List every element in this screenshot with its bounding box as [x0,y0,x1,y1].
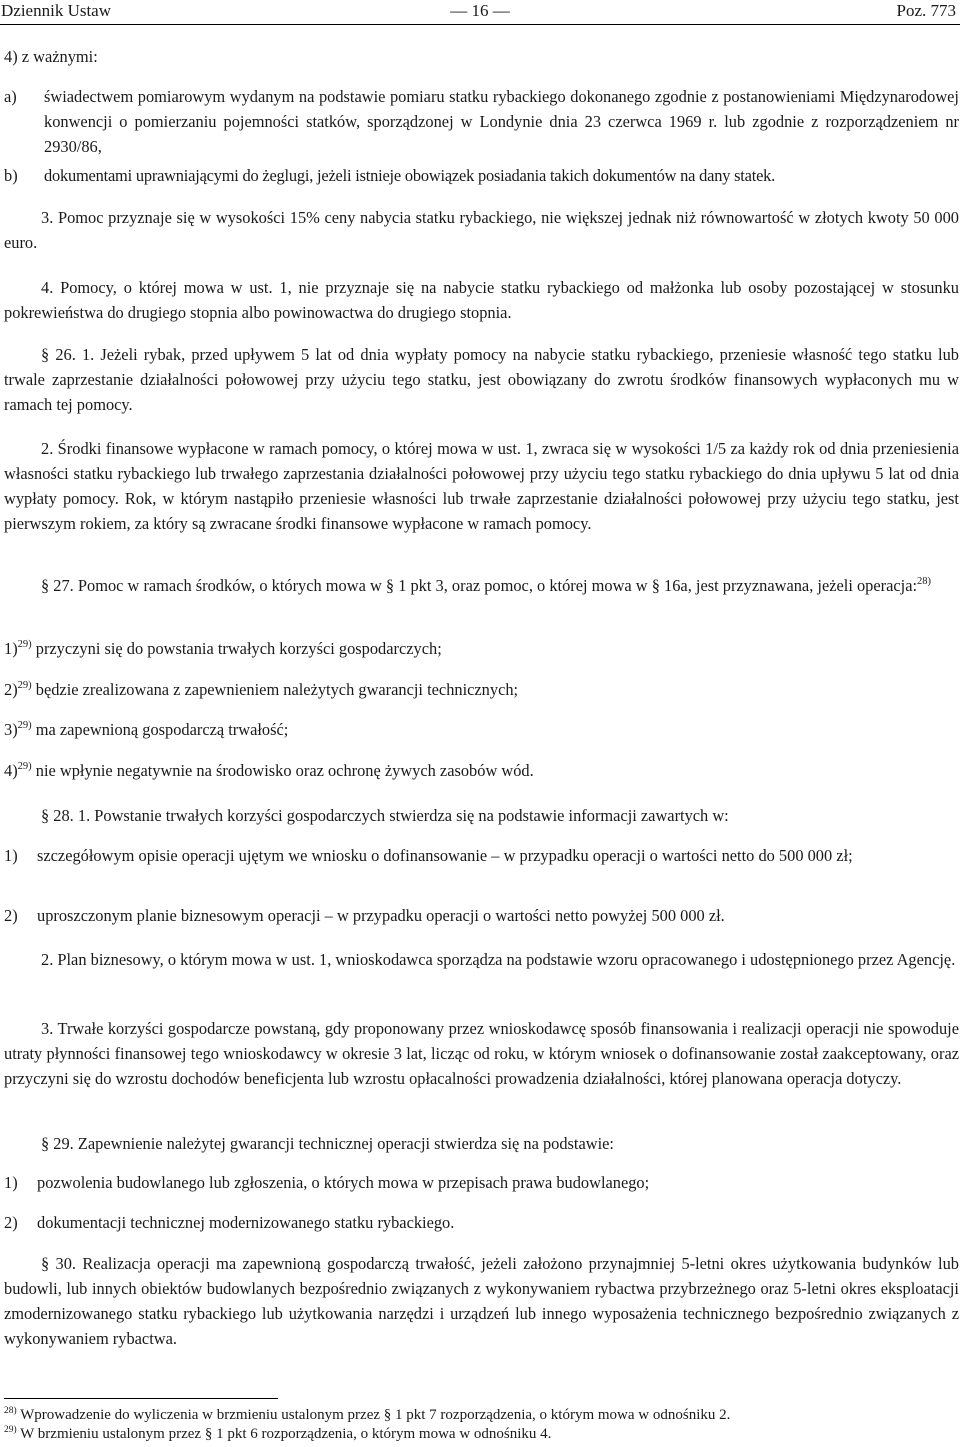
section-28-item-2-number: 2) [4,906,18,925]
item-number: 3) [4,720,18,739]
paragraph-3: 3. Pomoc przyznaje się w wysokości 15% ceny nabycia statku rybackiego, nie większej jednak niż równowartość w złotych kwoty 50 000 euro. [4,208,959,252]
footnote-separator [4,1398,278,1399]
footnote-ref-29: 29) [17,761,32,772]
item-4a-label: a) [4,87,17,106]
footnote-28 [4,1405,959,1425]
footnote-text: Wprowadzenie do wyliczenia w brzmieniu ustalonym przez § 1 pkt 7 rozporządzenia, o którym mowa w odnośniku 2. [16,1407,731,1423]
section-27-item-2 [4,677,959,702]
section-30: § 30. Realizacja operacji ma zapewnioną gospodarczą trwałość, jeżeli założono przynajmniej 5-letni okres użytkowania budynków lub budowli, lub innych obiektów budowlanych bezpośrednio związanych z wykonywaniem rybactwa przybrzeżnego oraz 5-letni okres eksploatacji zmodernizowanego statku rybackiego lub użytkowania narzędzi i urządzeń lub innego wyposażenia technicznego bezpośrednio związanych z wykonywaniem rybactwa. [4,1254,959,1348]
item-4b-text: dokumentami uprawniającymi do żeglugi, jeżeli istnieje obowiązek posiadania takich dokumentów na dany statek. [44,166,776,185]
footnote-ref-29: 29) [17,639,32,650]
item-number: 2) [4,680,18,699]
section-28-item-1-text: szczegółowym opisie operacji ujętym we wniosku o dofinansowanie – w przypadku operacji o wartości netto do 500 000 zł; [37,846,853,865]
footnote-number: 28) [4,1406,17,1416]
item-4-intro: 4) z ważnymi: [4,47,98,66]
journal-title: Dziennik Ustaw [1,1,112,20]
item-4b-label: b) [4,166,18,185]
item-number: 4) [4,761,18,780]
footnote-ref-29: 29) [17,720,32,731]
footnote-ref-28: 28) [917,576,932,587]
section-28-item-1-number: 1) [4,846,18,865]
position-number: Poz. 773 [896,1,956,20]
item-text: ma zapewnioną gospodarczą trwałość; [31,720,289,739]
section-28-paragraph-2: 2. Plan biznesowy, o którym mowa w ust. 1, wnioskodawca sporządza na podstawie wzoru opracowanego i udostępnionego przez Agencję. [41,950,956,969]
section-29-item-1-number: 1) [4,1173,18,1192]
footnote-number: 29) [4,1425,17,1435]
footnote-ref-29: 29) [17,680,32,691]
section-27-text: § 27. Pomoc w ramach środków, o których mowa w § 1 pkt 3, oraz pomoc, o której mowa w § 16a, jest przyznawana, jeżeli operacja: [41,576,918,595]
section-27-item-1 [4,636,959,661]
section-26-paragraph-1: § 26. 1. Jeżeli rybak, przed upływem 5 lat od dnia wypłaty pomocy na nabycie statku rybackiego, przeniesie własność tego statku lub trwale zaprzestanie działalności połowowej przy użyciu tego statku, jest obowiązany do zwrotu środków finansowych wypłaconych mu w ramach tej pomocy. [4,345,959,414]
footnote-text: W brzmieniu ustalonym przez § 1 pkt 6 rozporządzenia, o którym mowa w odnośniku 4. [16,1426,552,1442]
item-4a-text: świadectwem pomiarowym wydanym na podstawie pomiaru statku rybackiego dokonanego zgodnie z postanowieniami Międzynarodowej konwencji o pomierzaniu pojemności statków, sporządzonej w Londynie dnia 23 czerwca 1969 r. lub zgodnie z rozporządzeniem nr 2930/86, [44,87,959,156]
section-27-item-3 [4,717,959,742]
page-number: — 16 — [450,1,510,20]
section-29-intro: § 29. Zapewnienie należytej gwarancji technicznej operacji stwierdza się na podstawie: [41,1134,614,1153]
page-header [0,0,960,25]
section-29-item-1-text: pozwolenia budowlanego lub zgłoszenia, o których mowa w przepisach prawa budowlanego; [37,1173,650,1192]
section-28-paragraph-1: § 28. 1. Powstanie trwałych korzyści gospodarczych stwierdza się na podstawie informacji zawartych w: [41,806,729,825]
item-number: 1) [4,639,18,658]
section-26-paragraph-2: 2. Środki finansowe wypłacone w ramach pomocy, o której mowa w ust. 1, zwraca się w wysokości 1/5 za każdy rok od dnia przeniesienia własności statku rybackiego lub trwałego zaprzestania działalności połowowej przy użyciu tego statku rybackiego do dnia upływu 5 lat od dnia wypłaty pomocy. Rok, w którym nastąpiło przeniesie własności lub trwałe zaprzestanie działalności połowowej przy użyciu tego statku, jest pierwszym rokiem, za który są zwracane środki finansowe wypłacone w ramach pomocy. [4,439,959,533]
item-text: nie wpłynie negatywnie na środowisko oraz ochronę żywych zasobów wód. [31,761,534,780]
footnote-29 [4,1424,959,1444]
item-text: będzie zrealizowana z zapewnieniem należytych gwarancji technicznych; [31,680,519,699]
section-27-intro [4,573,959,598]
section-27-item-4 [4,758,959,783]
section-29-item-2-text: dokumentacji technicznej modernizowanego statku rybackiego. [37,1213,455,1232]
item-text: przyczyni się do powstania trwałych korzyści gospodarczych; [31,639,442,658]
section-28-paragraph-3: 3. Trwałe korzyści gospodarcze powstaną, gdy proponowany przez wnioskodawcę sposób finansowania i realizacji operacji nie spowoduje utraty płynności finansowej tego wnioskodawcy w okresie 3 lat, licząc od roku, w którym wniosek o dofinansowanie został zaakceptowany, oraz przyczyni się do wzrostu dochodów beneficjenta lub wzrostu opłacalności prowadzenia działalności, której planowana operacja dotyczy. [4,1019,959,1088]
paragraph-4: 4. Pomocy, o której mowa w ust. 1, nie przyznaje się na nabycie statku rybackiego od małżonka lub osoby pozostającej w stosunku pokrewieństwa do drugiego stopnia albo powinowactwa do drugiego stopnia. [4,278,959,322]
section-29-item-2-number: 2) [4,1213,18,1232]
section-28-item-2-text: uproszczonym planie biznesowym operacji – w przypadku operacji o wartości netto powyżej 500 000 zł. [37,906,725,925]
